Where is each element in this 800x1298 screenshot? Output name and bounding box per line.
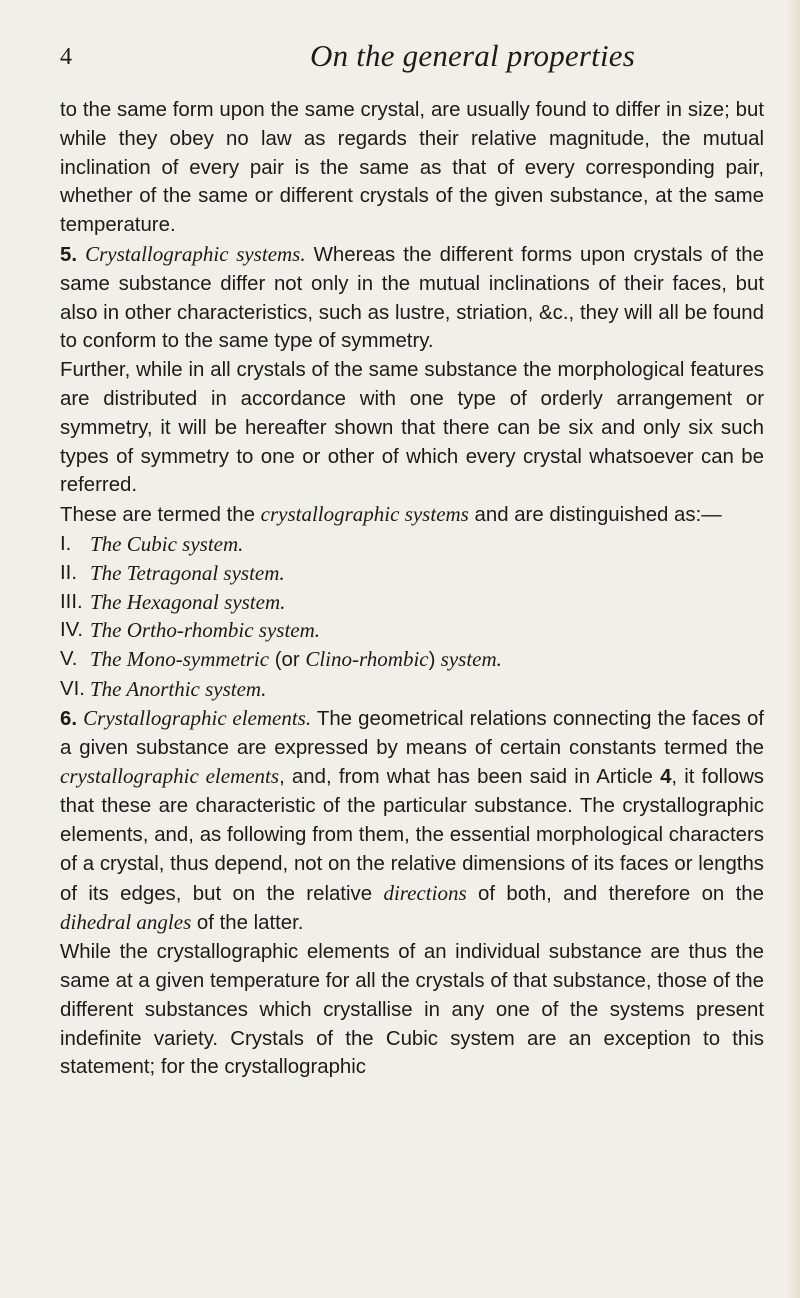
paragraph-further: Further, while in all crystals of the same substance the morphological features are distributed in accordance with one type of orderly arrangement or symmetry, it will be hereafter shown that there can be six and only six such types of symmetry to one or other of which every crystal whatsoever can be referred. [60, 359, 764, 497]
list-item [60, 616, 764, 645]
list-item-label: The Ortho-rhombic system. [90, 618, 321, 643]
list-item-label: The Tetragonal system. [90, 560, 285, 585]
list-item-label: The Hexagonal system. [90, 589, 286, 614]
list-item [60, 588, 764, 617]
list-item-number: I. [60, 532, 72, 555]
list-item-label-part: The Mono-symmetric [90, 647, 270, 672]
list-item [60, 559, 764, 588]
section-6-text: The geometrical relations connecting the faces of a given substance are expressed by means of certain constants termed the [60, 707, 764, 759]
list-item-number: V. [60, 648, 78, 671]
section-6-text: of the latter. [191, 912, 304, 935]
section-6-text: , it follows that these are characteristic of the particular substance. The crystallographic elements, and, as following from them, the essential morphological characters of a crystal, thus depend, not on the relative dimensions of its faces or lengths of its edges, but on the relative [60, 766, 764, 905]
list-item [60, 675, 764, 704]
list-item-number: IV. [60, 619, 84, 642]
list-item-number: III. [60, 590, 83, 613]
these-text-after: and are distinguished as:— [468, 504, 722, 527]
these-text-before: These are termed the [60, 504, 261, 527]
list-item-label: The Cubic system. [90, 531, 244, 556]
body-text [60, 96, 764, 1082]
list-item-number: II. [60, 561, 77, 584]
section-6-heading: Crystallographic elements. [83, 705, 312, 730]
list-item-label-part: Clino-rhombic [305, 647, 429, 672]
section-6-number: 6. [60, 707, 78, 730]
page-number: 4 [60, 44, 72, 70]
paragraph-continuation: to the same form upon the same crystal, are usually found to differ in size; but while they obey no law as regards their relative magnitude, the mutual inclination of every pair is the same as that of every corresponding pair, whether of the same or different crystals of the given substance, at the same temperature. [60, 99, 764, 237]
systems-list [60, 530, 764, 704]
paragraph-these [60, 500, 764, 530]
section-6-italic: directions [383, 880, 467, 905]
page-header [60, 38, 764, 78]
these-text-italic: crystallographic systems [260, 502, 469, 527]
section-5-text: Whereas the different forms upon crystals of the same substance differ not only in the mutual inclinations of their faces, but also in other characteristics, such as lustre, striation, &c., they will all be found to conform to the same type of symmetry. [60, 243, 764, 353]
list-item [60, 645, 764, 675]
section-6-italic: dihedral angles [60, 910, 192, 935]
paragraph-while: While the crystallographic elements of an individual substance are thus the same at a given temperature for all the crystals of that substance, those of the different substances which crystallise in any one of the systems present indefinite variety. Crystals of the Cubic system are an exception to this statement; for the crystallographic [60, 941, 764, 1079]
list-item-number: VI. [60, 677, 85, 700]
section-6-text: , and, from what has been said in Article [279, 766, 661, 789]
section-5-number: 5. [60, 243, 78, 266]
list-item-paren-open: (or [269, 649, 306, 672]
section-5-paragraph [60, 240, 764, 356]
article-reference: 4 [660, 766, 672, 789]
running-title: On the general properties [310, 38, 635, 73]
list-item-label-part: system. [435, 647, 502, 672]
page-edge-shading [786, 0, 800, 1298]
section-6-paragraph [60, 704, 764, 938]
section-6-italic: crystallographic elements [60, 764, 280, 789]
section-6-text: of both, and therefore on the [466, 882, 764, 905]
book-page [60, 38, 764, 1082]
list-item-label [90, 645, 502, 675]
list-item-paren-close: ) [428, 649, 436, 672]
list-item-label: The Anorthic system. [90, 676, 267, 701]
list-item [60, 530, 764, 559]
section-5-heading: Crystallographic systems. [85, 241, 306, 266]
